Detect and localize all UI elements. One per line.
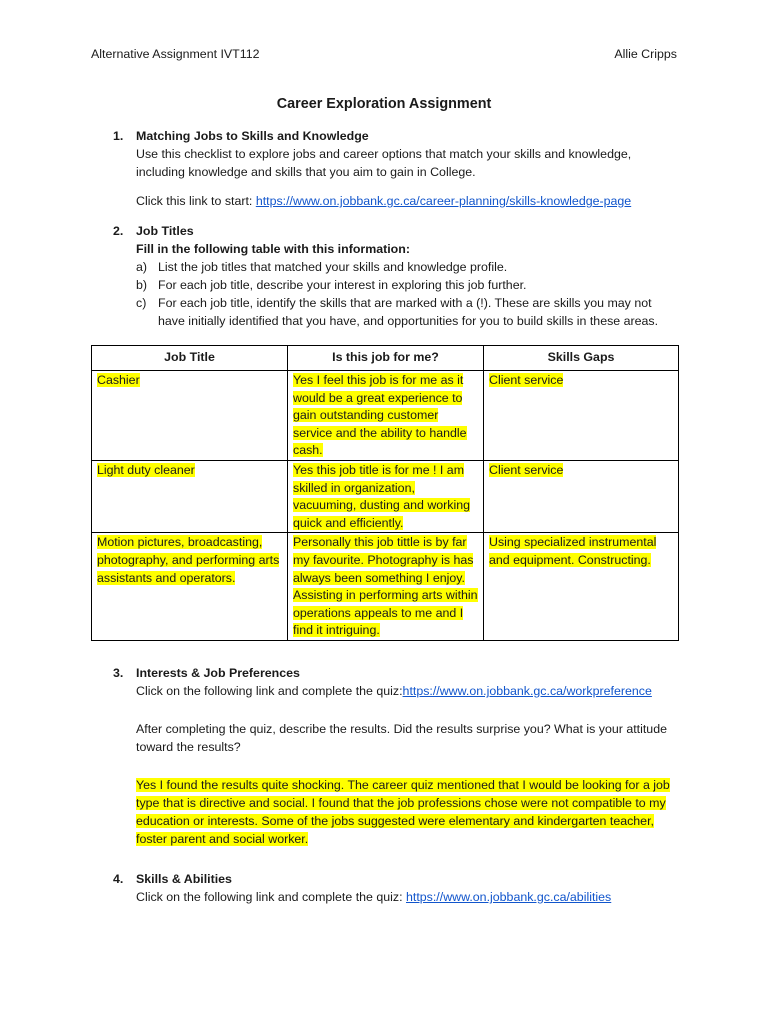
interest-text: Personally this job tittle is by far my favourite. Photography is has always been something I enjoy. Assisting in performing arts within operations appeals to me and I find it intriguing. <box>293 535 478 638</box>
job-title-text: Motion pictures, broadcasting, photography, and performing arts assistants and operators. <box>97 535 280 585</box>
section-3-answer <box>136 776 681 848</box>
document-title: Career Exploration Assignment <box>276 96 492 112</box>
list-item <box>136 258 681 276</box>
section-1-number: 1. <box>113 129 124 143</box>
section-1-heading: Matching Jobs to Skills and Knowledge <box>136 129 369 143</box>
section-3-answer-text: Yes I found the results quite shocking. The career quiz mentioned that I would be looking for a job type that is directive and social. I found that the job professions chose were not compatible to my education or interests. Some of the jobs suggested were elementary and kindergarten teacher, foster parent and social worker. <box>136 778 670 846</box>
section-4-link-line <box>136 888 681 906</box>
cell-job-title <box>92 371 288 461</box>
section-3-link-prefix: Click on the following link and complete the quiz: <box>136 684 403 698</box>
column-header-skills-gaps: Skills Gaps <box>484 346 679 371</box>
list-marker: c) <box>136 296 147 310</box>
section-3-heading: Interests & Job Preferences <box>136 666 300 680</box>
skills-gaps-text: Client service <box>489 373 564 387</box>
section-3-number: 3. <box>113 666 124 680</box>
table-row <box>92 371 679 461</box>
section-4-heading: Skills & Abilities <box>136 872 232 886</box>
section-1-text: Use this checklist to explore jobs and career options that match your skills and knowledge, including knowledge and skills that you aim to gain in College. <box>136 147 632 179</box>
skills-gaps-text: Client service <box>489 462 564 477</box>
section-4-number: 4. <box>113 872 124 886</box>
skills-gaps-text: Using specialized instrumental and equipment. Constructing. <box>489 535 657 567</box>
cell-skills-gaps <box>484 533 679 641</box>
section-1-link-line <box>136 192 681 210</box>
cell-skills-gaps <box>484 460 679 532</box>
section-2-instruction: Fill in the following table with this information: <box>136 242 410 256</box>
cell-skills-gaps <box>484 371 679 461</box>
section-2-number: 2. <box>113 224 124 238</box>
job-title-text: Light duty cleaner <box>97 462 195 477</box>
section-2-heading: Job Titles <box>136 224 194 238</box>
section-4-link-prefix: Click on the following link and complete the quiz: <box>136 890 406 904</box>
cell-job-title <box>92 460 288 532</box>
list-item-text: List the job titles that matched your skills and knowledge profile. <box>158 260 508 274</box>
section-1 <box>91 127 681 210</box>
section-2-list <box>136 258 681 330</box>
job-titles-table <box>91 345 679 641</box>
column-header-job-for-me: Is this job for me? <box>288 346 484 371</box>
list-item-text: For each job title, describe your interest in exploring this job further. <box>158 278 527 292</box>
header-course: Alternative Assignment IVT112 <box>91 47 260 61</box>
section-2 <box>91 222 681 330</box>
interest-text: Yes I feel this job is for me as it would be a great experience to gain outstanding customer service and the ability to handle cash. <box>293 373 467 458</box>
abilities-link[interactable]: https://www.on.jobbank.gc.ca/abilities <box>406 890 612 904</box>
column-header-job-title: Job Title <box>92 346 288 371</box>
table-row <box>92 533 679 641</box>
header-author: Allie Cripps <box>614 47 677 61</box>
list-item-text: For each job title, identify the skills that are marked with a (!). These are skills you may not have initially identified that you have, and opportunities for you to build skills in these areas. <box>158 296 659 328</box>
workpreference-link[interactable]: https://www.on.jobbank.gc.ca/workpreference <box>402 684 652 698</box>
section-4 <box>91 870 681 906</box>
job-title-text: Cashier <box>97 373 140 387</box>
interest-text: Yes this job title is for me ! I am skilled in organization, vacuuming, dusting and working quick and efficiently. <box>293 462 471 530</box>
cell-job-for-me <box>288 460 484 532</box>
section-3-question: After completing the quiz, describe the results. Did the results surprise you? What is your attitude toward the results? <box>136 722 667 754</box>
list-marker: b) <box>136 278 148 292</box>
list-marker: a) <box>136 260 148 274</box>
cell-job-for-me <box>288 371 484 461</box>
section-3 <box>91 664 681 848</box>
table-header-row <box>92 346 679 371</box>
table-row <box>92 460 679 532</box>
section-3-link-line <box>136 682 681 700</box>
list-item <box>136 294 681 330</box>
list-item <box>136 276 681 294</box>
cell-job-for-me <box>288 533 484 641</box>
section-1-link-prefix: Click this link to start: <box>136 194 256 208</box>
cell-job-title <box>92 533 288 641</box>
skills-knowledge-link[interactable]: https://www.on.jobbank.gc.ca/career-planning/skills-knowledge-page <box>255 194 632 208</box>
